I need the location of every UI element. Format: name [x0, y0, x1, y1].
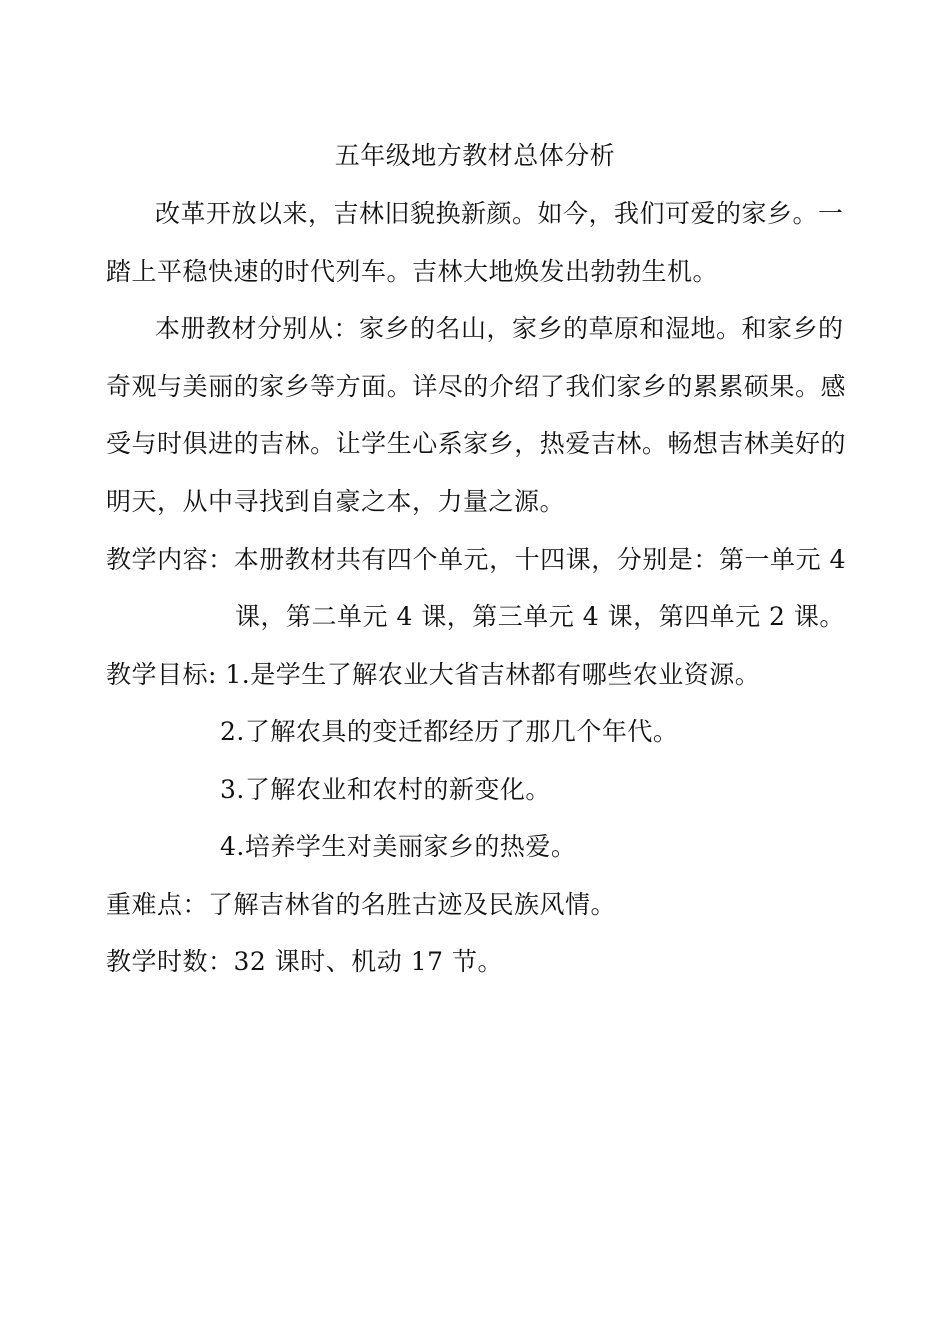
intro-line-1: 改革开放以来，吉林旧貌换新颜。如今，我们可爱的家乡。一 [155, 199, 844, 228]
overview-line-2: 奇观与美丽的家乡等方面。详尽的介绍了我们家乡的累累硕果。感 [106, 372, 846, 401]
overview-line-4: 明天，从中寻找到自豪之本，力量之源。 [106, 487, 566, 516]
document-title: 五年级地方教材总体分析 [334, 141, 616, 170]
overview-line-1: 本册教材分别从：家乡的名山，家乡的草原和湿地。和家乡的 [155, 314, 844, 343]
overview-line-3: 受与时俱进的吉林。让学生心系家乡，热爱吉林。畅想吉林美好的 [106, 429, 846, 458]
key-points: 重难点：了解吉林省的名胜古迹及民族风情。 [106, 890, 617, 919]
teaching-hours: 教学时数：32 课时、机动 17 节。 [106, 947, 503, 976]
intro-line-2: 踏上平稳快速的时代列车。吉林大地焕发出勃勃生机。 [106, 257, 719, 286]
goals-line-1: 教学目标: 1.是学生了解农业大省吉林都有哪些农业资源。 [106, 660, 761, 689]
goals-item-2: 2.了解农具的变迁都经历了那几个年代。 [220, 717, 679, 746]
goals-item-3: 3.了解农业和农村的新变化。 [220, 775, 551, 804]
goals-item-4: 4.培养学生对美丽家乡的热爱。 [220, 832, 577, 861]
content-line-1: 教学内容：本册教材共有四个单元，十四课，分别是：第一单元 4 [106, 545, 846, 574]
content-line-2: 课，第二单元 4 课，第三单元 4 课，第四单元 2 课。 [235, 602, 845, 631]
